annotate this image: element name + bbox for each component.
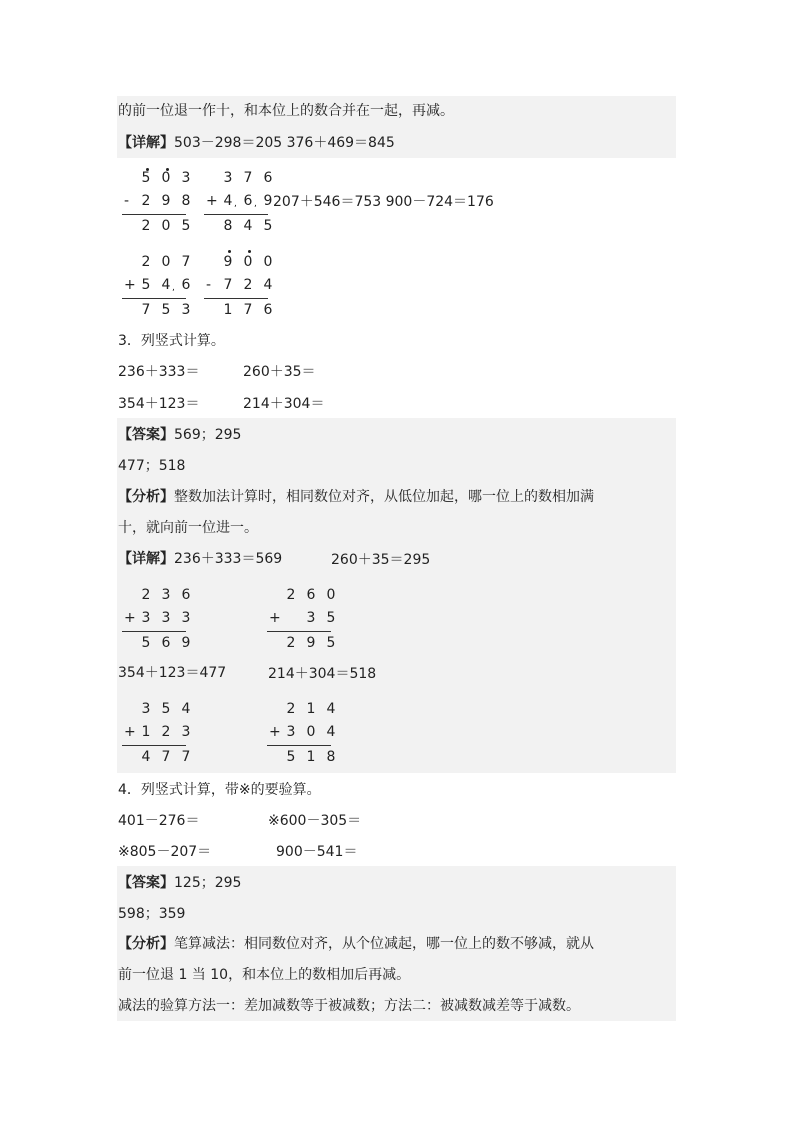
operator: +: [124, 277, 136, 293]
continuation-text: 的前一位退一作十，和本位上的数合并在一起，再减。: [118, 103, 454, 119]
q3-answer-line2: 477；518: [118, 458, 186, 474]
digit: 6: [306, 587, 316, 603]
digit: 4: [326, 701, 336, 717]
digit: 4: [223, 193, 233, 209]
analysis-text: 整数加法计算时，相同数位对齐，从低位加起，哪一位上的数相加满: [174, 489, 594, 505]
digit: 7: [181, 749, 191, 765]
operator: -: [206, 277, 212, 293]
carry-mark: ,: [254, 199, 257, 209]
q3-row1a: 236＋333＝: [118, 364, 200, 380]
answer-value: 125；295: [174, 875, 242, 891]
digit: 0: [306, 724, 316, 740]
detail-eq: 236＋333＝569: [174, 551, 283, 567]
digit: 6: [263, 302, 273, 318]
digit: 4: [161, 277, 171, 293]
detail-label: 【详解】: [118, 135, 174, 151]
digit: 2: [141, 193, 151, 209]
digit: 1: [223, 302, 233, 318]
digit: 2: [141, 587, 151, 603]
detail-label: 【详解】: [118, 551, 174, 567]
digit: 8: [326, 749, 336, 765]
q4-analysis-line2: 前一位退 1 当 10，和本位上的数相加后再减。: [118, 967, 411, 983]
answer-label: 【答案】: [118, 875, 174, 891]
q3-row1b: 260＋35＝: [243, 364, 316, 380]
digit: 4: [181, 701, 191, 717]
digit: 6: [161, 635, 171, 651]
answer-value: 569；295: [174, 427, 242, 443]
digit: 2: [161, 724, 171, 740]
digit: 5: [161, 302, 171, 318]
borrow-dot: [248, 250, 251, 253]
digit: 3: [141, 701, 151, 717]
analysis-label: 【分析】: [118, 489, 174, 505]
digit: 5: [141, 170, 151, 186]
digit: 3: [161, 587, 171, 603]
digit: 2: [286, 587, 296, 603]
digit: 7: [161, 749, 171, 765]
analysis-text: 笔算减法：相同数位对齐，从个位减起，哪一位上的数不够减，就从: [174, 936, 594, 952]
sum-line: [204, 298, 268, 299]
digit: 1: [306, 701, 316, 717]
sum-line: [267, 745, 331, 746]
digit: 6: [181, 277, 191, 293]
digit: 0: [263, 254, 273, 270]
operator: +: [124, 610, 136, 626]
q3-row2b: 214＋304＝: [243, 396, 325, 412]
q4-row2a: ※805－207＝: [118, 844, 212, 860]
digit: 2: [243, 277, 253, 293]
q2-detail: [118, 133, 395, 153]
digit: 5: [141, 635, 151, 651]
digit: 3: [141, 610, 151, 626]
carry-mark: ,: [234, 199, 237, 209]
digit: 9: [306, 635, 316, 651]
q3-analysis-line2: 十，就向前一位进一。: [118, 520, 258, 536]
digit: 7: [181, 254, 191, 270]
digit: 0: [161, 170, 171, 186]
q4-row1a: 401－276＝: [118, 813, 200, 829]
digit: 4: [243, 218, 253, 234]
sum-line: [122, 745, 186, 746]
q3-analysis: [118, 487, 594, 507]
q3-detail-eq3: 354＋123＝477: [118, 665, 227, 681]
digit: 8: [223, 218, 233, 234]
digit: 5: [161, 701, 171, 717]
digit: 6: [243, 193, 253, 209]
digit: 9: [263, 193, 273, 209]
digit: 0: [243, 254, 253, 270]
q4-row2b: 900－541＝: [276, 844, 358, 860]
digit: 0: [161, 254, 171, 270]
q4-analysis: [118, 934, 594, 954]
q3-detail-eq2: 260＋35＝295: [331, 552, 431, 568]
operator: +: [269, 610, 281, 626]
digit: 3: [161, 610, 171, 626]
digit: 1: [141, 724, 151, 740]
digit: 2: [141, 218, 151, 234]
digit: 2: [141, 254, 151, 270]
digit: 4: [141, 749, 151, 765]
sum-line: [122, 214, 186, 215]
q4-answer-line2: 598；359: [118, 906, 186, 922]
digit: 3: [181, 302, 191, 318]
digit: 3: [223, 170, 233, 186]
operator: -: [124, 193, 130, 209]
digit: 4: [263, 277, 273, 293]
operator: +: [206, 193, 218, 209]
sum-line: [122, 631, 186, 632]
digit: 9: [223, 254, 233, 270]
digit: 2: [286, 701, 296, 717]
digit: 7: [243, 302, 253, 318]
q3-answer: [118, 425, 241, 445]
q3-detail-eq4: 214＋304＝518: [268, 666, 377, 682]
digit: 1: [306, 749, 316, 765]
carry-mark: ,: [172, 283, 175, 293]
detail-equations: 503－298＝205 376＋469＝845: [174, 135, 395, 151]
digit: 5: [286, 749, 296, 765]
digit: 9: [181, 635, 191, 651]
digit: 4: [326, 724, 336, 740]
operator: +: [269, 724, 281, 740]
digit: 9: [161, 193, 171, 209]
q4-row1b: ※600－305＝: [268, 813, 362, 829]
digit: 2: [286, 635, 296, 651]
digit: 3: [181, 724, 191, 740]
digit: 5: [326, 635, 336, 651]
q4-answer: [118, 873, 241, 893]
q3-row2a: 354＋123＝: [118, 396, 200, 412]
digit: 6: [263, 170, 273, 186]
sum-line: [204, 214, 268, 215]
side-equations: 207＋546＝753 900－724＝176: [273, 194, 494, 210]
sum-line: [122, 298, 186, 299]
digit: 5: [263, 218, 273, 234]
digit: 5: [141, 277, 151, 293]
digit: 6: [181, 587, 191, 603]
digit: 7: [243, 170, 253, 186]
q4-check-method: 减法的验算方法一：差加减数等于被减数；方法二：被减数减差等于减数。: [118, 998, 580, 1014]
q3-title: 3．列竖式计算。: [118, 333, 225, 349]
digit: 3: [306, 610, 316, 626]
digit: 3: [181, 610, 191, 626]
digit: 3: [181, 170, 191, 186]
operator: +: [124, 724, 136, 740]
digit: 0: [161, 218, 171, 234]
digit: 7: [141, 302, 151, 318]
shade-block-q3: [117, 418, 676, 773]
borrow-dot: [228, 250, 231, 253]
sum-line: [267, 631, 331, 632]
digit: 8: [181, 193, 191, 209]
answer-label: 【答案】: [118, 427, 174, 443]
digit: 0: [326, 587, 336, 603]
digit: 5: [181, 218, 191, 234]
digit: 3: [286, 724, 296, 740]
q4-title: 4．列竖式计算，带※的要验算。: [118, 782, 321, 798]
analysis-label: 【分析】: [118, 936, 174, 952]
digit: 7: [223, 277, 233, 293]
digit: 5: [326, 610, 336, 626]
q3-detail: [118, 549, 282, 569]
